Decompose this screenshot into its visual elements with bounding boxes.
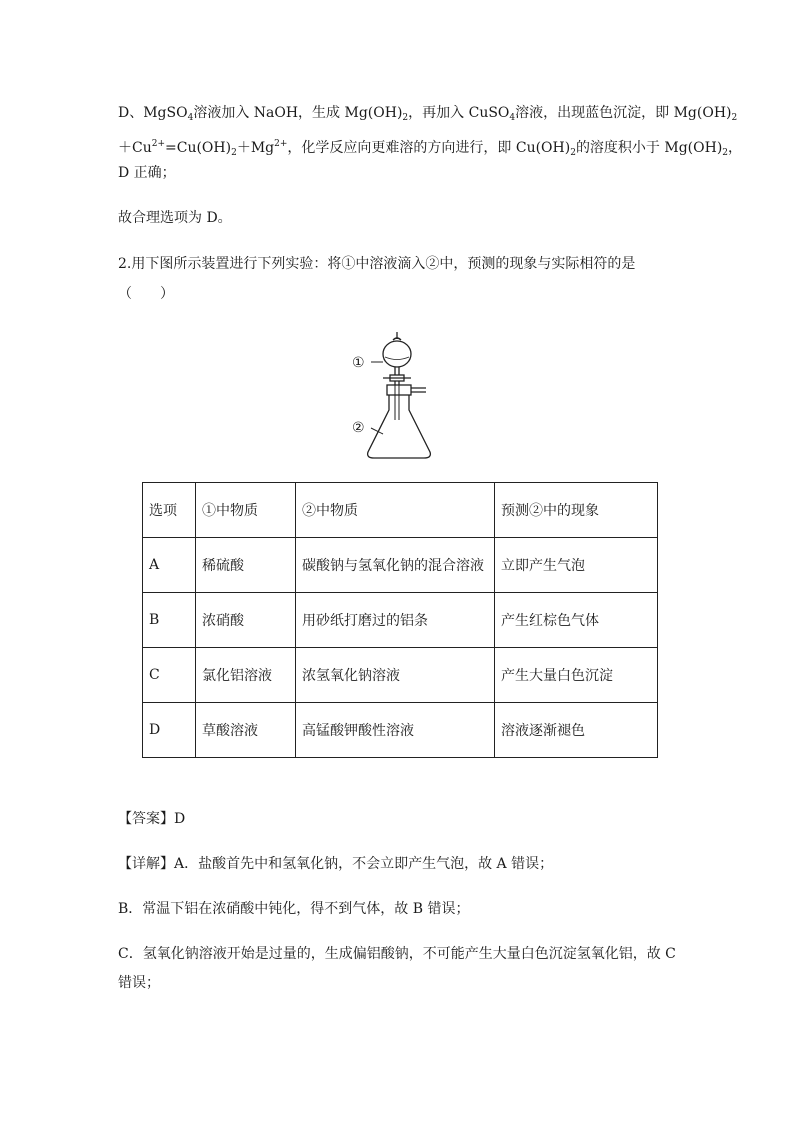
table-header-row [143, 483, 658, 538]
conclusion: 故合理选项为 D。 [118, 210, 232, 226]
table-cell: 立即产生气泡 [495, 538, 658, 593]
funnel-liquid [385, 357, 409, 360]
explanation-a: 【详解】A．盐酸首先中和氢氧化钠，不会立即产生气泡，故 A 错误； [118, 856, 554, 872]
explanation-d-line1: D、MgSO$_4$溶液加入 NaOH，生成 $Mg(OH)_2$，再加入 CuSO$_4$溶液，出现蓝色沉淀，即 $Mg(OH)_2$ [118, 105, 738, 123]
table-header-cell: ①中物质 [196, 483, 296, 538]
table-cell: 浓氢氧化钠溶液 [296, 648, 495, 703]
question-blank: （ ） [118, 286, 174, 302]
table-cell: 稀硫酸 [196, 538, 296, 593]
apparatus-figure [350, 330, 460, 465]
table-header-cell: 预测②中的现象 [495, 483, 658, 538]
table-cell: A [143, 538, 196, 593]
table-cell: 产生红棕色气体 [495, 593, 658, 648]
table-cell: 溶液逐渐褪色 [495, 703, 658, 758]
table-cell: 氯化铝溶液 [196, 648, 296, 703]
table-row [143, 538, 658, 593]
table-cell: 碳酸钠与氢氧化钠的混合溶液 [296, 538, 495, 593]
explanation-b: B．常温下铝在浓硝酸中钝化，得不到气体，故 B 错误； [118, 901, 470, 917]
label-2: ② [352, 420, 365, 436]
table-cell: 用砂纸打磨过的铝条 [296, 593, 495, 648]
explanation-d-line3: D 正确； [118, 165, 176, 181]
label-1: ① [352, 355, 365, 371]
table-row [143, 593, 658, 648]
table-cell: C [143, 648, 196, 703]
table-cell: 浓硝酸 [196, 593, 296, 648]
funnel-bulb [383, 341, 411, 367]
explanation-c-line2: 错误； [118, 975, 160, 991]
explanation-d-line2: $+Cu^{2+}=Cu(OH)_2+Mg^{2+}$，化学反应向更难溶的方向进行，即 $Cu(OH)_2$的溶度积小于 $Mg(OH)_2$， [118, 139, 743, 158]
table-header-cell: ②中物质 [296, 483, 495, 538]
answer: 【答案】D [118, 811, 186, 827]
table-row [143, 648, 658, 703]
table-cell: B [143, 593, 196, 648]
table-cell: 高锰酸钾酸性溶液 [296, 703, 495, 758]
table-cell: 草酸溶液 [196, 703, 296, 758]
table-cell: D [143, 703, 196, 758]
table-header-cell: 选项 [143, 483, 196, 538]
explanation-c-line1: C．氢氧化钠溶液开始是过量的，生成偏铝酸钠，不可能产生大量白色沉淀氢氧化铝，故 C [118, 946, 676, 962]
table-row [143, 703, 658, 758]
question-stem: 2.用下图所示装置进行下列实验：将①中溶液滴入②中，预测的现象与实际相符的是 [118, 256, 636, 272]
options-table [142, 482, 658, 758]
table-cell: 产生大量白色沉淀 [495, 648, 658, 703]
